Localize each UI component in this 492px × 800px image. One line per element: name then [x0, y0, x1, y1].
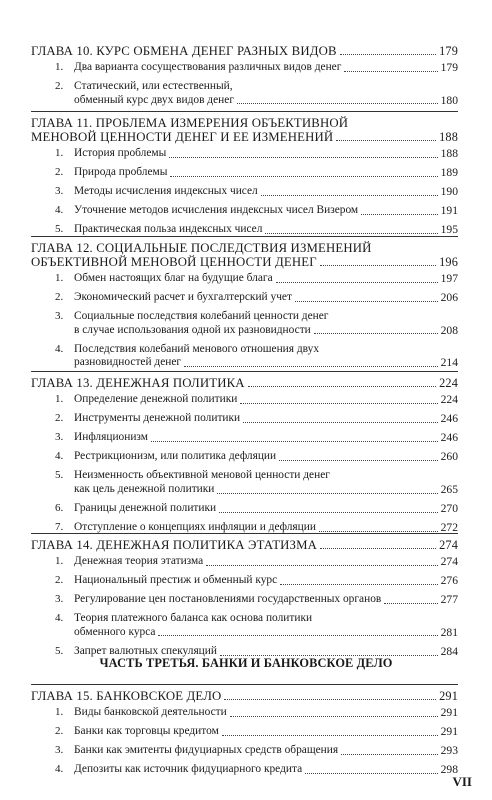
section-text: Уточнение методов исчисления индексных чисел Визером: [74, 204, 359, 217]
section-number: 5.: [55, 469, 64, 482]
section-page-number: 208: [440, 323, 458, 337]
section-list: [31, 555, 458, 659]
section-line: [74, 450, 458, 464]
dot-leader: [184, 365, 438, 367]
section-page-number: 191: [440, 204, 458, 218]
chapter-heading-line: [31, 44, 458, 58]
section-entry[interactable]: [31, 450, 458, 464]
chapter-block: [31, 684, 458, 782]
section-page-number: 190: [440, 185, 458, 199]
dot-leader: [279, 459, 437, 461]
section-entry[interactable]: [31, 223, 458, 237]
dot-leader: [320, 547, 436, 549]
section-list: [31, 272, 458, 370]
section-text: Депозиты как источник фидуциарного кредита: [74, 763, 303, 776]
section-page-number: 277: [440, 593, 458, 607]
section-line: [74, 61, 458, 75]
section-line: [74, 272, 458, 286]
section-entry[interactable]: [31, 185, 458, 199]
section-text: Последствия колебаний менового отношения двух: [74, 342, 320, 355]
section-number: 4.: [55, 612, 64, 625]
section-entry[interactable]: [31, 393, 458, 407]
section-number: 4.: [55, 204, 64, 217]
section-line: [74, 763, 458, 777]
page-number: VII: [452, 774, 472, 789]
section-entry[interactable]: [31, 272, 458, 286]
section-text: Практическая польза индексных чисел: [74, 223, 263, 236]
section-text: Рестрикционизм, или политика дефляции: [74, 450, 277, 463]
dot-leader: [320, 264, 436, 266]
section-entry[interactable]: [31, 343, 458, 370]
section-number: 1.: [55, 147, 64, 159]
section-line: [74, 574, 458, 588]
dot-leader: [261, 194, 438, 196]
dot-leader: [361, 213, 437, 215]
chapter-heading-line: [31, 255, 458, 269]
section-page-number: 281: [440, 625, 458, 639]
chapter-heading-text: ГЛАВА 15. БАНКОВСКОЕ ДЕЛО: [31, 689, 222, 703]
section-line: [74, 744, 458, 758]
section-number: 2.: [55, 725, 64, 738]
dot-leader: [336, 139, 436, 141]
section-page-number: 276: [440, 574, 458, 588]
dot-leader: [295, 300, 438, 302]
section-number: 3.: [55, 431, 64, 444]
section-number: 5.: [55, 644, 64, 657]
dot-leader: [169, 156, 437, 158]
section-line: [74, 147, 458, 161]
section-page-number: 179: [440, 61, 458, 74]
chapter-block: [31, 111, 458, 242]
section-text: Национальный престиж и обменный курс: [74, 574, 278, 587]
section-entry[interactable]: [31, 291, 458, 305]
chapter-heading-page-number: 291: [439, 689, 458, 703]
section-entry[interactable]: [31, 61, 458, 75]
chapter-heading-line: [31, 130, 458, 144]
section-line: [74, 469, 458, 483]
dot-leader: [265, 232, 437, 234]
section-entry[interactable]: [31, 204, 458, 218]
section-number: 2.: [55, 412, 64, 425]
chapter-heading-line: [31, 538, 458, 552]
chapter-heading-text: ГЛАВА 10. КУРС ОБМЕНА ДЕНЕГ РАЗНЫХ ВИДОВ: [31, 44, 337, 58]
section-line: [74, 412, 458, 426]
section-page-number: 180: [440, 93, 458, 107]
section-number: 3.: [55, 310, 64, 323]
section-page-number: 270: [440, 502, 458, 516]
section-line: [74, 343, 458, 357]
dot-leader: [151, 440, 438, 442]
chapter-heading-text: ОБЪЕКТИВНОЙ МЕНОВОЙ ЦЕННОСТИ ДЕНЕГ: [31, 255, 317, 269]
section-text: Обмен настоящих благ на будущие блага: [74, 272, 273, 284]
section-text: Инструменты денежной политики: [74, 412, 241, 425]
section-page-number: 188: [440, 147, 458, 160]
section-number: 1.: [55, 393, 64, 405]
section-entry[interactable]: [31, 310, 458, 337]
section-entry[interactable]: [31, 725, 458, 739]
section-entry[interactable]: [31, 431, 458, 445]
section-entry[interactable]: [31, 469, 458, 496]
section-number: 2.: [55, 291, 64, 304]
section-text: обменный курс двух видов денег: [74, 93, 234, 106]
dot-leader: [237, 102, 438, 104]
section-number: 3.: [55, 185, 64, 198]
section-list: [31, 706, 458, 777]
dot-leader: [305, 772, 437, 774]
dot-leader: [340, 53, 436, 55]
section-text: Методы исчисления индексных чисел: [74, 185, 258, 198]
section-text: Природа проблемы: [74, 166, 168, 179]
chapter-block: [31, 40, 458, 113]
chapter-heading-line: [31, 376, 458, 390]
section-line: [74, 356, 458, 370]
section-page-number: 224: [440, 393, 458, 406]
chapter-block: [31, 236, 458, 376]
section-entry[interactable]: [31, 166, 458, 180]
section-number: 4.: [55, 763, 64, 776]
section-line: [74, 94, 458, 108]
chapter-heading-page-number: 179: [439, 44, 458, 58]
section-number: 2.: [55, 166, 64, 179]
section-text: разновидностей денег: [74, 356, 182, 369]
section-page-number: 291: [440, 706, 458, 719]
section-line: [74, 555, 458, 569]
section-text: Денежная теория этатизма: [74, 555, 204, 567]
section-line: [74, 502, 458, 516]
section-page-number: 197: [440, 272, 458, 285]
section-number: 5.: [55, 223, 64, 236]
dot-leader: [341, 753, 438, 755]
chapter-heading-page-number: 274: [439, 538, 458, 552]
section-line: [74, 483, 458, 497]
section-number: 4.: [55, 450, 64, 463]
section-text: Социальные последствия колебаний ценности денег: [74, 310, 329, 323]
dot-leader: [280, 583, 437, 585]
section-page-number: 246: [440, 431, 458, 445]
section-line: [74, 431, 458, 445]
section-page-number: 293: [440, 744, 458, 758]
section-line: [74, 310, 458, 324]
section-text: Запрет валютных спекуляций: [74, 644, 217, 657]
section-text: Неизменность объективной меновой ценности денег: [74, 469, 330, 482]
section-page-number: 206: [440, 291, 458, 305]
section-number: 1.: [55, 61, 64, 73]
section-line: [74, 612, 458, 626]
section-entry[interactable]: [31, 147, 458, 161]
chapter-heading[interactable]: [31, 371, 458, 390]
section-text: как цель денежной политики: [74, 482, 215, 495]
dot-leader: [384, 602, 437, 604]
section-text: Статический, или естественный,: [74, 80, 233, 93]
section-page-number: 298: [440, 763, 458, 777]
section-entry[interactable]: [31, 744, 458, 758]
section-entry[interactable]: [31, 763, 458, 777]
section-text: Экономический расчет и бухгалтерский учет: [74, 291, 292, 304]
chapter-heading-text: ГЛАВА 13. ДЕНЕЖНАЯ ПОЛИТИКА: [31, 376, 245, 390]
section-page-number: 195: [440, 223, 458, 237]
dot-leader: [170, 175, 437, 177]
section-text: Инфляционизм: [74, 431, 148, 444]
section-page-number: 265: [440, 482, 458, 496]
section-text: Виды банковской деятельности: [74, 706, 227, 718]
section-page-number: 274: [440, 555, 458, 568]
section-line: [74, 626, 458, 640]
chapter-heading[interactable]: [31, 111, 458, 144]
part-title: ЧАСТЬ ТРЕТЬЯ. БАНКИ И БАНКОВСКОЕ ДЕЛО: [99, 656, 393, 670]
dot-leader: [344, 70, 437, 72]
section-line: [74, 291, 458, 305]
chapter-heading[interactable]: [31, 533, 458, 552]
chapter-heading[interactable]: [31, 684, 458, 703]
section-page-number: 284: [440, 644, 458, 658]
chapter-heading-text: МЕНОВОЙ ЦЕННОСТИ ДЕНЕГ И ЕЕ ИЗМЕНЕНИЙ: [31, 130, 334, 144]
section-number: 1.: [55, 706, 64, 718]
section-number: 2.: [55, 574, 64, 587]
section-number: 4.: [55, 342, 64, 355]
section-text: в случае использования одной их разновидности: [74, 323, 311, 336]
section-text: Границы денежной политики: [74, 502, 217, 515]
section-entry[interactable]: [31, 412, 458, 426]
section-list: [31, 61, 458, 107]
section-page-number: 214: [440, 356, 458, 370]
chapter-heading-text: ГЛАВА 12. СОЦИАЛЬНЫЕ ПОСЛЕДСТВИЯ ИЗМЕНЕНИЙ: [31, 241, 372, 255]
section-text: История проблемы: [74, 147, 167, 159]
section-entry[interactable]: [31, 502, 458, 516]
section-page-number: 246: [440, 412, 458, 426]
dot-leader: [217, 492, 437, 494]
chapter-heading-page-number: 188: [439, 130, 458, 144]
section-page-number: 189: [440, 166, 458, 180]
chapter-block: [31, 533, 458, 664]
dot-leader: [206, 564, 437, 566]
section-number: 7.: [55, 521, 64, 534]
section-entry[interactable]: [31, 574, 458, 588]
dot-leader: [319, 530, 438, 532]
section-entry[interactable]: [31, 593, 458, 607]
section-page-number: 291: [440, 725, 458, 739]
dot-leader: [158, 634, 437, 636]
section-line: [74, 204, 458, 218]
section-entry[interactable]: [31, 555, 458, 569]
chapter-heading-text: ГЛАВА 11. ПРОБЛЕМА ИЗМЕРЕНИЯ ОБЪЕКТИВНОЙ: [31, 116, 349, 130]
section-text: Два варианта сосуществования различных видов денег: [74, 61, 342, 73]
section-text: обменного курса: [74, 625, 156, 638]
chapter-heading-line: [31, 689, 458, 703]
section-line: [74, 725, 458, 739]
section-number: 1.: [55, 555, 64, 567]
section-text: Отступление о концепциях инфляции и дефляции: [74, 521, 316, 534]
dot-leader: [230, 715, 438, 717]
chapter-heading[interactable]: [31, 40, 458, 58]
chapter-heading-text: ГЛАВА 14. ДЕНЕЖНАЯ ПОЛИТИКА ЭТАТИЗМА: [31, 538, 318, 552]
dot-leader: [248, 385, 436, 387]
section-line: [74, 324, 458, 338]
chapter-heading[interactable]: [31, 236, 458, 269]
section-line: [74, 593, 458, 607]
section-number: 2.: [55, 80, 64, 93]
section-page-number: 272: [440, 521, 458, 535]
dot-leader: [314, 332, 438, 334]
dot-leader: [219, 511, 437, 513]
section-number: 6.: [55, 502, 64, 515]
section-entry[interactable]: [31, 612, 458, 639]
section-entry[interactable]: [31, 706, 458, 720]
section-line: [74, 80, 458, 94]
chapter-block: [31, 371, 458, 540]
section-number: 3.: [55, 744, 64, 757]
dot-leader: [224, 698, 436, 700]
chapter-heading-page-number: 196: [439, 255, 458, 269]
section-list: [31, 147, 458, 237]
dot-leader: [276, 281, 438, 283]
chapter-heading-line: [31, 116, 458, 130]
section-text: Банки как эмитенты фидуциарных средств обращения: [74, 744, 339, 757]
section-list: [31, 393, 458, 535]
chapter-heading-line: [31, 241, 458, 255]
section-line: [74, 393, 458, 407]
section-entry[interactable]: [31, 80, 458, 107]
section-text: Банки как торговцы кредитом: [74, 725, 219, 738]
section-text: Теория платежного баланса как основа политики: [74, 612, 313, 625]
dot-leader: [222, 734, 438, 736]
section-line: [74, 166, 458, 180]
section-line: [74, 223, 458, 237]
dot-leader: [243, 421, 437, 423]
section-text: Определение денежной политики: [74, 393, 238, 405]
section-line: [74, 706, 458, 720]
section-text: Регулирование цен постановлениями государственных органов: [74, 593, 382, 606]
dot-leader: [240, 402, 437, 404]
section-line: [74, 185, 458, 199]
section-page-number: 260: [440, 450, 458, 464]
section-number: 1.: [55, 272, 64, 284]
chapter-heading-page-number: 224: [439, 376, 458, 390]
section-number: 3.: [55, 593, 64, 606]
